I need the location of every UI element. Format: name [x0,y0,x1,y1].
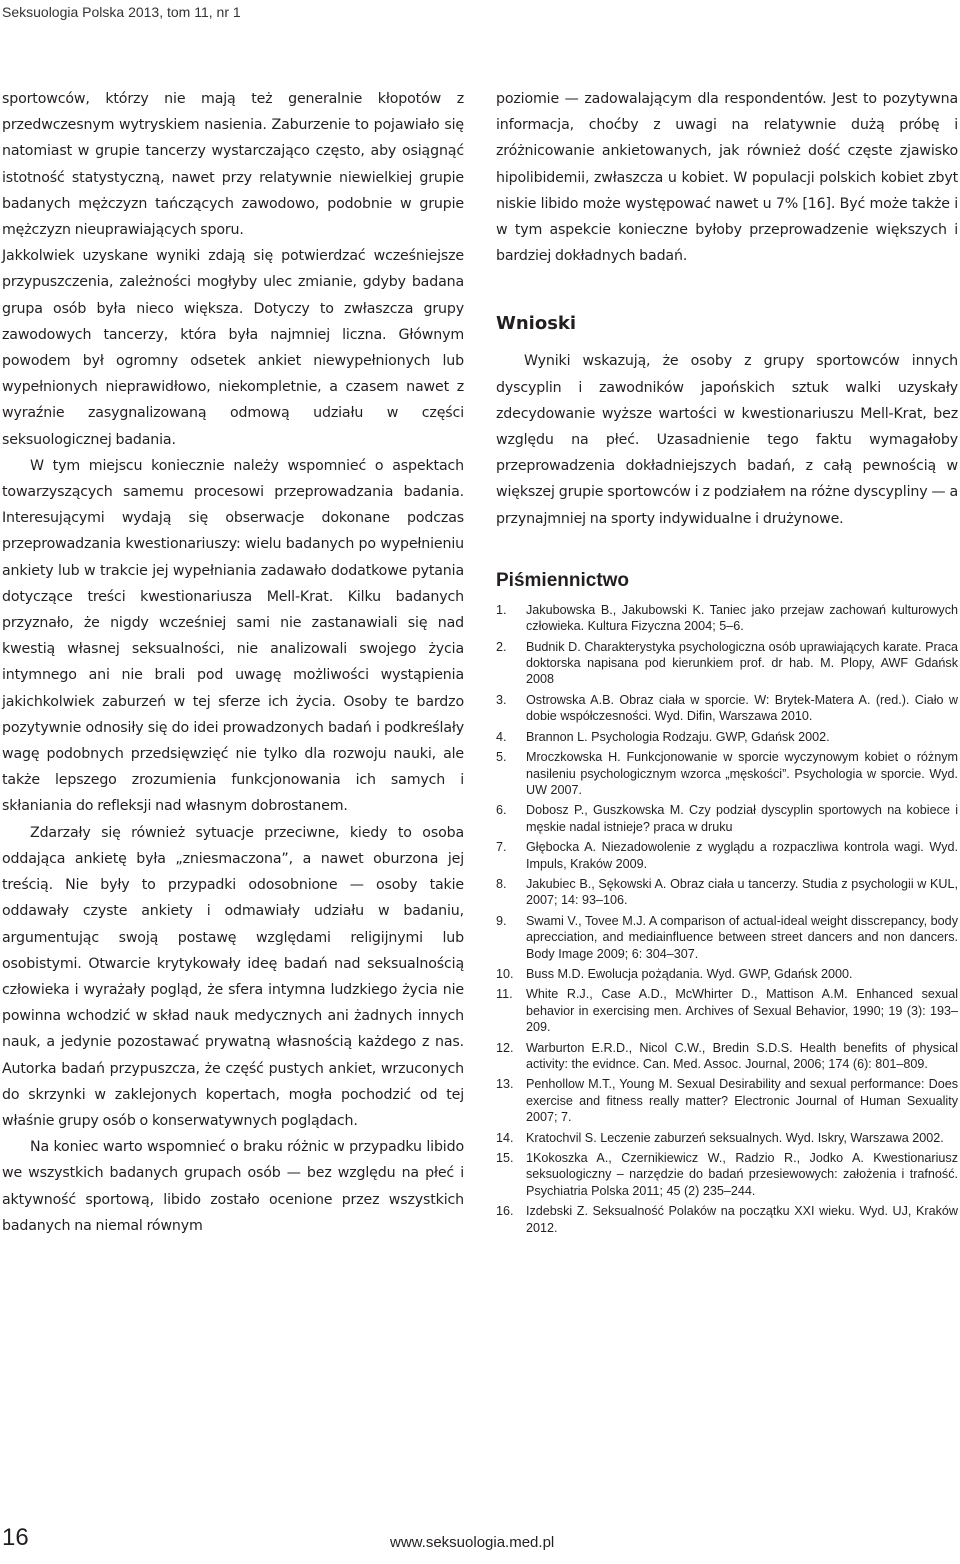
reference-text: Buss M.D. Ewolucja pożądania. Wyd. GWP, Gdańsk 2000. [526,966,853,981]
reference-number: 12. [496,1040,514,1055]
reference-number: 2. [496,639,507,654]
reference-text: Brannon L. Psychologia Rodzaju. GWP, Gdańsk 2002. [526,729,830,744]
references-list [496,602,958,1236]
reference-text: Dobosz P., Guszkowska M. Czy podział dyscyplin sportowych na kobiece i męskie nadal istnieje? praca w druku [526,803,958,834]
reference-item [496,639,958,688]
reference-number: 11. [496,987,513,1002]
reference-text: Warburton E.R.D., Nicol C.W., Bredin S.D.S. Health benefits of physical activity: the evidnce. Can. Med. Assoc. Journal, 2006; 174 (6): 801–809. [526,1040,958,1071]
reference-text: Penhollow M.T., Young M. Sexual Desirability and sexual performance: Does exercise and fitness really matter? Electronic Journal of Human Sexuality 2007; 7. [526,1077,958,1125]
reference-item [496,602,958,635]
reference-item [496,1076,958,1125]
paragraph: Jakkolwiek uzyskane wyniki zdają się potwierdzać wcześniejsze przypuszczenia, zależności mogłyby ulec zmianie, gdyby badana grupa osób była nieco większa. Dotyczy to zwłaszcza grupy zawodowych tancerzy, która była najmniej liczna. Głównym powodem był ogromny odsetek ankiet niewypełnionych lub wypełnionych nieprawidłowo, niekompletnie, a czasem nawet z wyraźnie zasygnalizowaną odmową udziału w części seksuologicznej badania. [2,248,464,448]
reference-text: Swami V., Tovee M.J. A comparison of actual-ideal weight disscrepancy, body aprecciation, and mediainfluence between street dancers and non dancers. Body Image 2009; 6: 304–307. [526,913,958,961]
reference-item [496,986,958,1035]
reference-item [496,729,958,745]
reference-number: 9. [496,913,507,928]
reference-number: 10. [496,966,514,981]
reference-number: 7. [496,840,507,855]
reference-item [496,876,958,909]
page-number: 16 [2,1524,29,1551]
reference-item [496,913,958,962]
reference-text: Kratochvil S. Leczenie zaburzeń seksualnych. Wyd. Iskry, Warszawa 2002. [526,1130,944,1145]
left-column [2,86,464,1239]
reference-number: 16. [496,1204,514,1219]
paragraph: Zdarzały się również sytuacje przeciwne, kiedy to osoba oddająca ankietę była „zniesmaczona”, a nawet oburzona jej treścią. Nie były to przypadki odosobnione — osoby takie oddawały czyste ankiety i odmawiały udziału w badaniu, argumentując swoją postawę względami religijnymi lub osobistymi. Otwarcie krytykowały ideę badań nad seksualnością człowieka i wyrażały pogląd, że sfera intymna ludzkiego życia nie powinna wchodzić w skład nauk medycznych ani żadnych innych nauk, a jedynie pozostawać prywatną własnością każdego z nas. Autorka badań przypuszcza, że część pustych ankiet, wrzuconych do skrzynki w zaklejonych kopertach, mogła pochodzić od tej właśnie grupy osób o konserwatywnych poglądach. [2,824,464,1129]
reference-number: 15. [496,1151,514,1166]
running-head: Seksuologia Polska 2013, tom 11, nr 1 [2,4,241,20]
reference-number: 6. [496,803,507,818]
paragraph: Wyniki wskazują, że osoby z grupy sportowców innych dyscyplin i zawodników japońskich sztuk walki uzyskały zdecydowanie wyższe wartości w kwestionariuszu Mell-Krat, bez względu na płeć. Uzasadnienie tego faktu wymagałoby przeprowadzenia dokładniejszych badań, z całą pewnością w większej grupie sportowców i z podziałem na różne dyscypliny — a przynajmniej na sporty indywidualne i drużynowe. [496,353,958,527]
references-heading: Piśmiennictwo [496,569,630,591]
right-column [496,86,958,1240]
reference-item [496,839,958,872]
reference-text: White R.J., Case A.D., McWhirter D., Mattison A.M. Enhanced sexual behavior in exercising men. Archives of Sexual Behavior, 1990; 19 (3): 193–209. [526,987,958,1035]
reference-number: 4. [496,729,507,744]
left-body-text [2,86,464,1239]
reference-text: Jakubowska B., Jakubowski K. Taniec jako przejaw zachowań kulturowych człowieka. Kultura Fizyczna 2004; 5–6. [526,602,958,634]
paragraph: poziomie — zadowalającym dla respondentów. Jest to pozytywna informacja, choćby z uwagi na relatywnie dużą próbę i zróżnicowanie ankietowanych, jak również dość częste zjawisko hipolibidemii, zwłaszcza u kobiet. W populacji polskich kobiet zbyt niskie libido może występować nawet u 7% [16]. Być może także i w tym aspekcie konieczne byłoby przeprowadzenie większych i bardziej dokładnych badań. [496,91,958,265]
reference-text: Jakubiec B., Sękowski A. Obraz ciała u tancerzy. Studia z psychologii w KUL, 2007; 14: 93–106. [526,876,958,908]
reference-number: 1. [496,602,507,617]
reference-text: Głębocka A. Niezadowolenie z wyglądu a rozpaczliwa kontrola wagi. Wyd. Impuls, Kraków 2009. [526,840,958,871]
reference-text: Izdebski Z. Seksualność Polaków na początku XXI wieku. Wyd. UJ, Kraków 2012. [526,1204,958,1235]
reference-item [496,1203,958,1236]
reference-item [496,1040,958,1073]
paragraph: Na koniec warto wspomnieć o braku różnic w przypadku libido we wszystkich badanych grupach osób — bez względu na płeć i aktywność sportową, libido zostało ocenione przez wszystkich badanych na niemal równym [2,1139,464,1234]
paragraph: W tym miejscu koniecznie należy wspomnieć o aspektach towarzyszących samemu procesowi przeprowadzania badania. Interesującymi wydają się obserwacje dokonane podczas przeprowadzania kwestionariuszy: wielu badanych po wypełnieniu ankiety lub w trakcie jej wypełniania zadawało dodatkowe pytania dotyczące treści kwestionariusza Mell-Krat. Kilku badanych przyznało, że nigdy wcześniej sami nie zastanawiali się nad kwestią własnej seksualności, nie analizowali swojego życia intymnego ani nie brali pod uwagę możliwości wystąpienia jakichkolwiek zaburzeń w tej sferze ich życia. Osoby te bardzo pozytywnie odnosiły się do idei prowadzonych badań i podkreślały wagę podobnych przedsięwzięć nie tylko dla rozwoju nauki, ale także lepszego zrozumienia funkcjonowania ich samych i skłaniania do refleksji nad własnym dobrostanem. [2,457,464,815]
reference-item [496,966,958,982]
reference-item [496,802,958,835]
reference-item [496,749,958,798]
reference-item [496,692,958,725]
reference-text: 1Kokoszka A., Czernikiewicz W., Radzio R., Jodko A. Kwestionariusz seksuologiczny – narzędzie do badań przesiewowych: założenia i trafność. Psychiatria Polska 2011; 45 (2) 235–244. [526,1151,958,1198]
reference-number: 5. [496,750,507,765]
reference-number: 3. [496,692,507,707]
conclusions-heading: Wnioski [496,313,577,335]
reference-item [496,1150,958,1199]
website-link[interactable]: www.seksuologia.med.pl [390,1534,555,1551]
reference-number: 8. [496,876,507,891]
reference-number: 14. [496,1130,514,1145]
reference-item [496,1130,958,1146]
reference-text: Budnik D. Charakterystyka psychologiczna osób uprawiających karate. Praca doktorska napisana pod kierunkiem prof. dr hab. M. Plopy, AWF Gdańsk 2008 [526,639,958,687]
reference-number: 13. [496,1077,514,1092]
paragraph: sportowców, którzy nie mają też generalnie kłopotów z przedwczesnym wytryskiem nasienia. Zaburzenie to pojawiało się natomiast w grupie tancerzy wystarczająco często, aby osiągnąć istotność statystyczną, nawet przy relatywnie niewielkiej grupie badanych mężczyzn tańczących zawodowo, podobnie w grupie mężczyzn nieuprawiających sporu. [2,91,464,239]
reference-text: Ostrowska A.B. Obraz ciała w sporcie. W: Brytek-Matera A. (red.). Ciało w dobie współczesności. Wyd. Difin, Warszawa 2010. [526,692,958,724]
conclusions-text [496,348,958,531]
reference-text: Mroczkowska H. Funkcjonowanie w sporcie wyczynowym kobiet o różnym nasileniu psychologicznym wzorca „męskości”. Psychologia w sporcie. Wyd. UW 2007. [526,750,958,797]
right-body-text [496,86,958,269]
